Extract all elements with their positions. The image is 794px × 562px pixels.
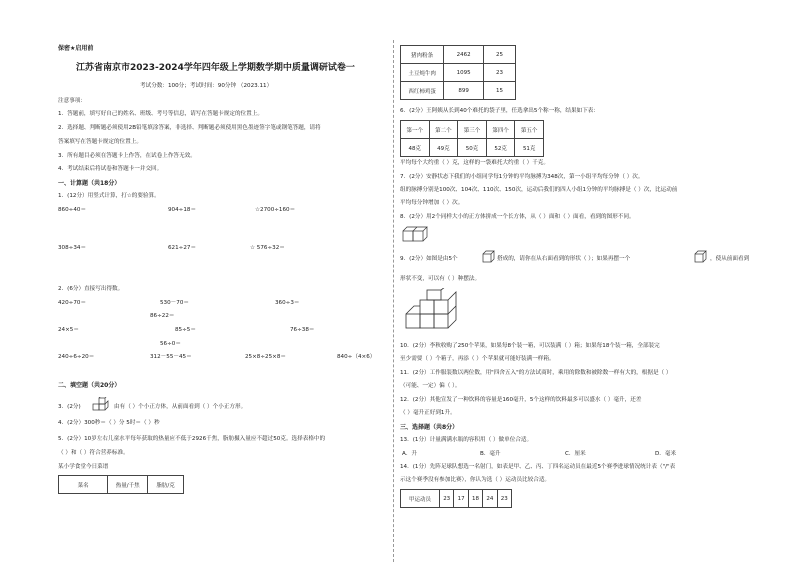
cuboid-figure-icon bbox=[402, 226, 432, 244]
q14-table bbox=[400, 489, 512, 508]
q7-text-3: 平均每分钟增加（ ）次。 bbox=[400, 200, 464, 206]
table-header-cell: 第三个 bbox=[458, 121, 487, 139]
q13-option-b[interactable]: B．毫升 bbox=[480, 451, 501, 457]
q2-item: 85÷5＝ bbox=[175, 327, 196, 333]
q10-text-2: 至少需要（ ）个箱子，再添（ ）个苹果就可能好装满一样箱。 bbox=[400, 356, 555, 362]
q8-text: 8．(2分）用2个同样大小的正方体拼成一个长方体，从（ ）面和（ ）面看，看到的图形不同。 bbox=[400, 214, 635, 220]
q11-text: 11．(2分）工作服装数以两位数，用"四舍五入"的方法试商时，乘用的除数和被除数一样有大的，根据是（ ） bbox=[400, 370, 672, 376]
q13-text: 13．(1分）计量满满水瓶的容积用（ ）做单位合适。 bbox=[400, 437, 533, 443]
q13-option-a[interactable]: A．升 bbox=[402, 451, 418, 457]
table-cell: 17 bbox=[454, 490, 468, 508]
q6-table bbox=[400, 120, 544, 157]
table-header-cell: 第五个 bbox=[515, 121, 544, 139]
note-2b: 答案填写在答题卡规定的位置上。 bbox=[58, 139, 142, 145]
table-cell: 15 bbox=[484, 82, 516, 100]
q13-option-d[interactable]: D．毫米 bbox=[655, 451, 677, 457]
table-cell: 甲运动员 bbox=[401, 490, 440, 508]
q9-text-c: ，使从前面看到 bbox=[710, 256, 750, 262]
table-header-cell: 第一个 bbox=[401, 121, 430, 139]
q1-item: 904÷18＝ bbox=[168, 207, 197, 213]
cube-stack-figure-icon bbox=[404, 288, 468, 334]
note-3: 3．所有题目必须在答题卡上作答，在试卷上作答无效。 bbox=[58, 153, 196, 159]
table-header-cell: 第二个 bbox=[429, 121, 458, 139]
table-cell: 50克 bbox=[458, 139, 487, 157]
table-header-cell: 菜名 bbox=[59, 476, 108, 494]
q9-text-b: 搭成的，请你在从右面看到的形状（ ）；如果再摆一个 bbox=[497, 256, 631, 262]
section-3-heading: 三、选择题（共8分） bbox=[400, 424, 459, 431]
q10-text: 10．(2分）李秋收购了250个苹果，如果每8个装一箱，可以装满（ ）箱；如果每18个装一箱，全部装完 bbox=[400, 343, 660, 349]
q2-item: 420÷70＝ bbox=[58, 300, 87, 306]
table-row bbox=[401, 64, 516, 82]
q1-item: 308÷34＝ bbox=[58, 245, 87, 251]
q3-label: 3．(2分) bbox=[58, 404, 81, 410]
q1-item: ☆ 576÷32＝ bbox=[250, 245, 285, 251]
menu-table-continued bbox=[400, 45, 516, 100]
q6-text: 6．(2分）王阿姨从长到40个难托的袋子里，任选拿出5个称一称，结果如下表： bbox=[400, 108, 599, 114]
note-1: 1．答题前，填写好自己的姓名、班级、考号等信息，请写在答题卡规定的位置上。 bbox=[58, 111, 263, 117]
table-cell: 23 bbox=[497, 490, 511, 508]
q2-item: 25×8÷25×8＝ bbox=[245, 354, 287, 360]
q11-text-2: （可能、一定）偏（ ）。 bbox=[400, 383, 461, 389]
q2-item: 530－70＝ bbox=[160, 300, 189, 306]
table-cell: 25 bbox=[484, 46, 516, 64]
q12-text: 12．(2分）其他宣发了一种饮料的容量是160毫升，5个这样的饮料最多可以盛水（ ）毫升，还差 bbox=[400, 397, 642, 403]
q2-text: 2．(6分）直接写出得数。 bbox=[58, 286, 124, 292]
table-row bbox=[401, 82, 516, 100]
note-4: 4．考试结束后将试卷和答题卡一并交回。 bbox=[58, 166, 163, 172]
table-cell: 23 bbox=[484, 64, 516, 82]
notes-heading: 注意事项： bbox=[58, 98, 86, 104]
q9-text-a: 9．(2分）如图是由5个 bbox=[400, 256, 458, 262]
table-caption: 某小学食堂今日菜谱 bbox=[58, 464, 109, 470]
table-row bbox=[59, 476, 184, 494]
table-cell: 24 bbox=[483, 490, 497, 508]
table-header-cell: 脂肪/克 bbox=[148, 476, 184, 494]
table-cell: 52克 bbox=[486, 139, 515, 157]
q14-text-2: 示这个赛季没有参加比赛），你认为选（ ）运动员比较合适。 bbox=[400, 477, 551, 483]
q9-text-d: 形状不变，可以有（ ）种摆法。 bbox=[400, 276, 481, 282]
q13-option-c[interactable]: C．厘米 bbox=[565, 451, 586, 457]
q2-item: 24×5＝ bbox=[58, 327, 79, 333]
q5-text: 5．(2分）10岁左右儿童水平每年获取的热量应不低于2926千焦，脂肪摄入量应不超过50克。选择表格中的 bbox=[58, 436, 326, 442]
q1-item: 860÷40＝ bbox=[58, 207, 87, 213]
q7-text: 7．(2分）安静状态下我们的小组同学每1分钟的平均脉搏为348次，第一小组平均每分钟（ ）次。 bbox=[400, 174, 644, 180]
q4-text: 4．(2分）300秒＝（ ）分 5时＝（ ）秒 bbox=[58, 420, 160, 426]
q2-item: 312－55－45＝ bbox=[150, 354, 192, 360]
table-header-cell: 第四个 bbox=[486, 121, 515, 139]
table-cell: 土豆炖牛肉 bbox=[401, 64, 444, 82]
q12-text-2: （ ）毫升正好到1升。 bbox=[400, 410, 456, 416]
table-header-cell: 热量/千焦 bbox=[108, 476, 148, 494]
q1-text: 1．(12分）用竖式计算，打☆的要验算。 bbox=[58, 193, 160, 199]
q14-text: 14．(1分）先阵足球队想选一名射门，如表是甲、乙、丙、丁四名运动员在最近5个赛季进球情况统计表（"/"表 bbox=[400, 464, 676, 470]
q5-text-2: （ ）和（ ）符合营养标准。 bbox=[58, 450, 129, 456]
q1-item: ☆2700÷160＝ bbox=[255, 207, 296, 213]
table-cell: 899 bbox=[444, 82, 484, 100]
small-cube-icon bbox=[694, 250, 708, 264]
table-cell: 猪肉粉条 bbox=[401, 46, 444, 64]
q6-answer-line: 平均每个大约重（ ）克，这样的一袋难托大约重（ ）千克。 bbox=[400, 160, 549, 166]
table-cell: 西红柿鸡蛋 bbox=[401, 82, 444, 100]
q7-text-2: 组的脉搏分别是100次、104次、110次、150次，运动后我们的四人小组1分钟的平均脉搏是（ ）次，比运动前 bbox=[400, 187, 678, 193]
q2-item: 56÷0＝ bbox=[160, 341, 181, 347]
table-cell: 18 bbox=[468, 490, 482, 508]
secret-label: 保密★启用前 bbox=[58, 45, 94, 52]
exam-info: 考试分数：100分；考试时间：90分钟 （2023.11） bbox=[140, 83, 273, 89]
table-row bbox=[401, 490, 512, 508]
table-cell: 49克 bbox=[429, 139, 458, 157]
q2-item: 840÷（4×6） bbox=[337, 354, 376, 360]
menu-table-header bbox=[58, 475, 184, 494]
table-cell: 23 bbox=[440, 490, 454, 508]
q2-item: 240÷6÷20＝ bbox=[58, 354, 95, 360]
column-divider bbox=[393, 40, 394, 562]
q2-item: 360÷3＝ bbox=[275, 300, 300, 306]
section-2-heading: 二、填空题（共20分） bbox=[58, 382, 121, 389]
cube-figure-icon bbox=[92, 397, 112, 412]
q1-item: 621÷27＝ bbox=[168, 245, 197, 251]
table-row bbox=[401, 121, 544, 139]
table-row bbox=[401, 46, 516, 64]
q2-item: 76÷38＝ bbox=[290, 327, 315, 333]
table-cell: 51克 bbox=[515, 139, 544, 157]
table-cell: 1095 bbox=[444, 64, 484, 82]
section-1-heading: 一、计算题（共18分） bbox=[58, 180, 121, 187]
table-cell: 2462 bbox=[444, 46, 484, 64]
table-row bbox=[401, 139, 544, 157]
note-2: 2．选择题、判断题必须使用2B铅笔填涂答案，非选择、判断题必须使用黑色墨迹签字笔或钢笔答题，请将 bbox=[58, 125, 321, 131]
q2-item: 86÷22＝ bbox=[150, 313, 175, 319]
q3-text: 由有（ ）个小正方体，从前面看到（ ）个小正方形。 bbox=[114, 404, 247, 410]
small-cube-icon bbox=[482, 250, 496, 264]
page-title: 江苏省南京市2023-2024学年四年级上学期数学期中质量调研试卷一 bbox=[76, 63, 355, 73]
table-cell: 48克 bbox=[401, 139, 430, 157]
